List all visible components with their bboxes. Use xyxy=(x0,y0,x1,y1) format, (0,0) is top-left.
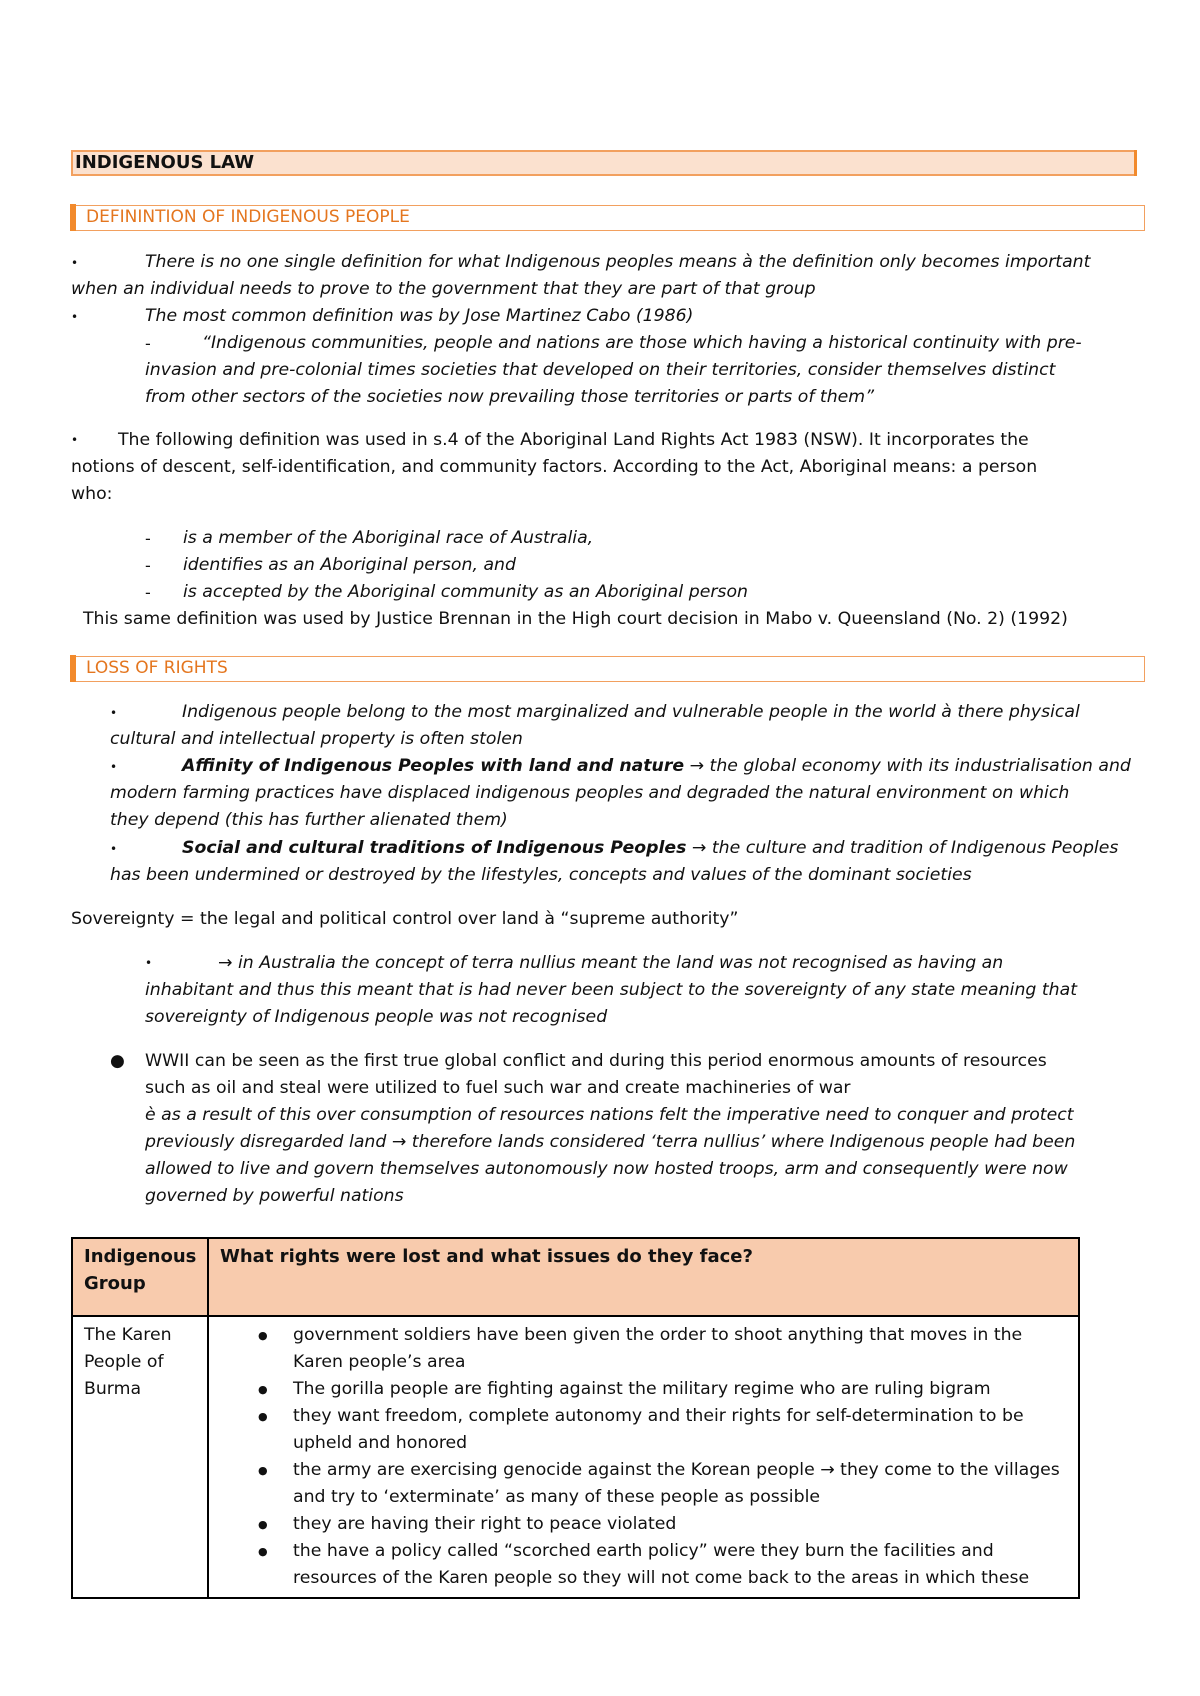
quote-line-1: “Indigenous communities, people and nations are those which having a historical continuity with pre- xyxy=(202,333,1082,353)
act-definition-line-2: notions of descent, self-identification, and community factors. According to the Act, Aboriginal means: a person xyxy=(71,457,1038,477)
loss-point-3-title: Social and cultural traditions of Indigenous Peoples xyxy=(182,838,687,858)
act-definition-line-3: who: xyxy=(71,484,113,504)
dash-icon: - xyxy=(145,556,151,575)
loss-point-2-line-2: modern farming practices have displaced indigenous peoples and degraded the natural environment on which xyxy=(110,783,1070,803)
group-cell: The Karen People of Burma xyxy=(72,1316,208,1598)
page-title: INDIGENOUS LAW xyxy=(71,150,1137,176)
loss-point-1-line-2: cultural and intellectual property is often stolen xyxy=(110,729,523,749)
issues-list xyxy=(209,1317,1078,1592)
mabo-note: This same definition was used by Justice Brennan in the High court decision in Mabo v. Queensland (No. 2) (1992) xyxy=(83,609,1068,629)
act-definition-line-1: The following definition was used in s.4 of the Aboriginal Land Rights Act 1983 (NSW). It incorporates the xyxy=(118,430,1029,450)
terra-nullius-line-1: → in Australia the concept of terra nullius meant the land was not recognised as having an xyxy=(218,953,1004,973)
bullet-icon: • xyxy=(110,842,118,856)
definition-bullet-1-line-2: when an individual needs to prove to the government that they are part of that group xyxy=(71,279,816,299)
loss-point-2-text: → the global economy with its industrialisation and xyxy=(684,756,1131,776)
bullet-icon: • xyxy=(71,256,79,270)
table-row xyxy=(72,1316,1079,1598)
issues-cell xyxy=(208,1316,1079,1598)
loss-point-2-title: Affinity of Indigenous Peoples with land and nature xyxy=(182,756,685,776)
criteria-item-2: identifies as an Aboriginal person, and xyxy=(183,555,516,575)
bullet-icon: • xyxy=(110,706,118,720)
bullet-icon: • xyxy=(145,956,153,970)
section-heading-loss-of-rights: LOSS OF RIGHTS xyxy=(71,656,1145,682)
wwii-line-4: previously disregarded land → therefore lands considered ‘terra nullius’ where Indigenous people had been xyxy=(145,1132,1076,1152)
loss-point-3-line-1 xyxy=(182,835,1118,862)
dash-icon: - xyxy=(145,334,151,353)
bullet-icon: ● xyxy=(110,1051,125,1071)
list-item: ● the army are exercising genocide against the Korean people → they come to the villages and try to ‘exterminate’ as many of these people as possible xyxy=(209,1457,1078,1511)
terra-nullius-line-2: inhabitant and thus this meant that is had never been subject to the sovereignty of any state meaning that xyxy=(145,980,1077,1000)
bullet-icon: • xyxy=(71,433,79,447)
list-item: ● they want freedom, complete autonomy and their rights for self-determination to be upheld and honored xyxy=(209,1403,1078,1457)
quote-line-3: from other sectors of the societies now prevailing those territories or parts of them” xyxy=(145,387,875,407)
rights-table xyxy=(71,1237,1080,1599)
list-item: ● they are having their right to peace violated xyxy=(209,1511,1078,1538)
dash-icon: - xyxy=(145,529,151,548)
definition-bullet-2: The most common definition was by Jose Martinez Cabo (1986) xyxy=(145,306,694,326)
quote-line-2: invasion and pre-colonial times societies that developed on their territories, consider themselves distinct xyxy=(145,360,1056,380)
terra-nullius-line-3: sovereignty of Indigenous people was not recognised xyxy=(145,1007,608,1027)
wwii-line-6: governed by powerful nations xyxy=(145,1186,404,1206)
dash-icon: - xyxy=(145,583,151,602)
bullet-icon: • xyxy=(71,310,79,324)
loss-point-3-line-2: has been undermined or destroyed by the lifestyles, concepts and values of the dominant societies xyxy=(110,865,972,885)
loss-point-1-line-1: Indigenous people belong to the most marginalized and vulnerable people in the world à there physical xyxy=(182,702,1080,722)
section-heading-definition: DEFININTION OF INDIGENOUS PEOPLE xyxy=(71,205,1145,231)
criteria-item-3: is accepted by the Aboriginal community as an Aboriginal person xyxy=(183,582,748,602)
list-item: ● government soldiers have been given the order to shoot anything that moves in the Karen people’s area xyxy=(209,1322,1078,1376)
wwii-line-3: è as a result of this over consumption of resources nations felt the imperative need to conquer and protect xyxy=(145,1105,1074,1125)
table-header-rights: What rights were lost and what issues do they face? xyxy=(208,1238,1079,1316)
wwii-line-2: such as oil and steal were utilized to fuel such war and create machineries of war xyxy=(145,1078,851,1098)
list-item: ● The gorilla people are fighting against the military regime who are ruling bigram xyxy=(209,1376,1078,1403)
definition-bullet-1-line-1: There is no one single definition for what Indigenous peoples means à the definition only becomes important xyxy=(145,252,1091,272)
table-header-row xyxy=(72,1238,1079,1316)
bullet-icon: • xyxy=(110,760,118,774)
loss-point-3-text: → the culture and tradition of Indigenous Peoples xyxy=(686,838,1119,858)
loss-point-2-line-1 xyxy=(182,753,1131,780)
criteria-item-1: is a member of the Aboriginal race of Australia, xyxy=(183,528,594,548)
table-header-group: Indigenous Group xyxy=(72,1238,208,1316)
list-item: ● the have a policy called “scorched earth policy” were they burn the facilities and resources of the Karen people so they will not come back to the areas in which these xyxy=(209,1538,1078,1592)
sovereignty-definition: Sovereignty = the legal and political control over land à “supreme authority” xyxy=(71,909,739,929)
wwii-line-1: WWII can be seen as the first true global conflict and during this period enormous amounts of resources xyxy=(145,1051,1047,1071)
wwii-line-5: allowed to live and govern themselves autonomously now hosted troops, arm and consequently were now xyxy=(145,1159,1068,1179)
loss-point-2-line-3: they depend (this has further alienated them) xyxy=(110,810,508,830)
